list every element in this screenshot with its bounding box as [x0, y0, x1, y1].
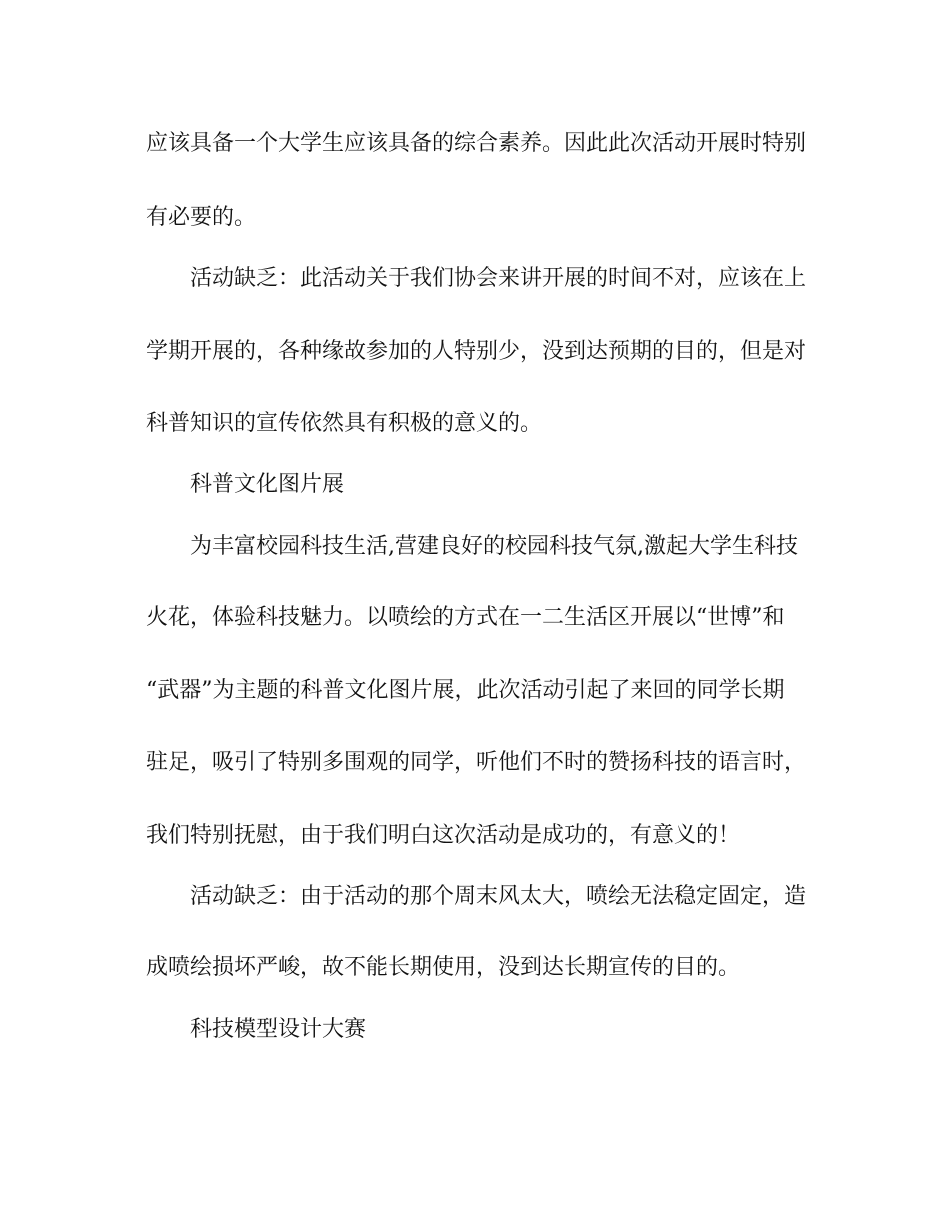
paragraph-line: 有必要的。 [146, 205, 257, 230]
paragraph-line: 成喷绘损坏严峻，故不能长期使用，没到达长期宣传的目的。 [146, 955, 741, 980]
paragraph-line: “武器”为主题的科普文化图片展，此次活动引起了来回的同学长期 [146, 678, 785, 703]
paragraph-line: 学期开展的，各种缘故参加的人特别少，没到达预期的目的，但是对 [146, 339, 806, 364]
paragraph-line: 活动缺乏：由于活动的那个周末风太大，喷绘无法稳定固定，造 [190, 884, 806, 909]
paragraph-line: 为丰富校园科技生活,营建良好的校园科技气氛,激起大学生科技 [190, 534, 798, 559]
paragraph-line: 驻足，吸引了特别多围观的同学，听他们不时的赞扬科技的语言时， [146, 750, 806, 775]
paragraph-line: 活动缺乏：此活动关于我们协会来讲开展的时间不对，应该在上 [190, 266, 806, 291]
paragraph-line: 我们特别抚慰，由于我们明白这次活动是成功的，有意义的！ [146, 823, 741, 848]
paragraph-line: 科普知识的宣传依然具有积极的意义的。 [146, 411, 543, 436]
section-heading: 科普文化图片展 [190, 472, 345, 497]
paragraph-line: 应该具备一个大学生应该具备的综合素养。因此此次活动开展时特别 [146, 131, 806, 156]
paragraph-line: 火花，体验科技魅力。以喷绘的方式在一二生活区开展以“世博”和 [146, 605, 785, 630]
section-heading: 科技模型设计大赛 [190, 1017, 367, 1042]
